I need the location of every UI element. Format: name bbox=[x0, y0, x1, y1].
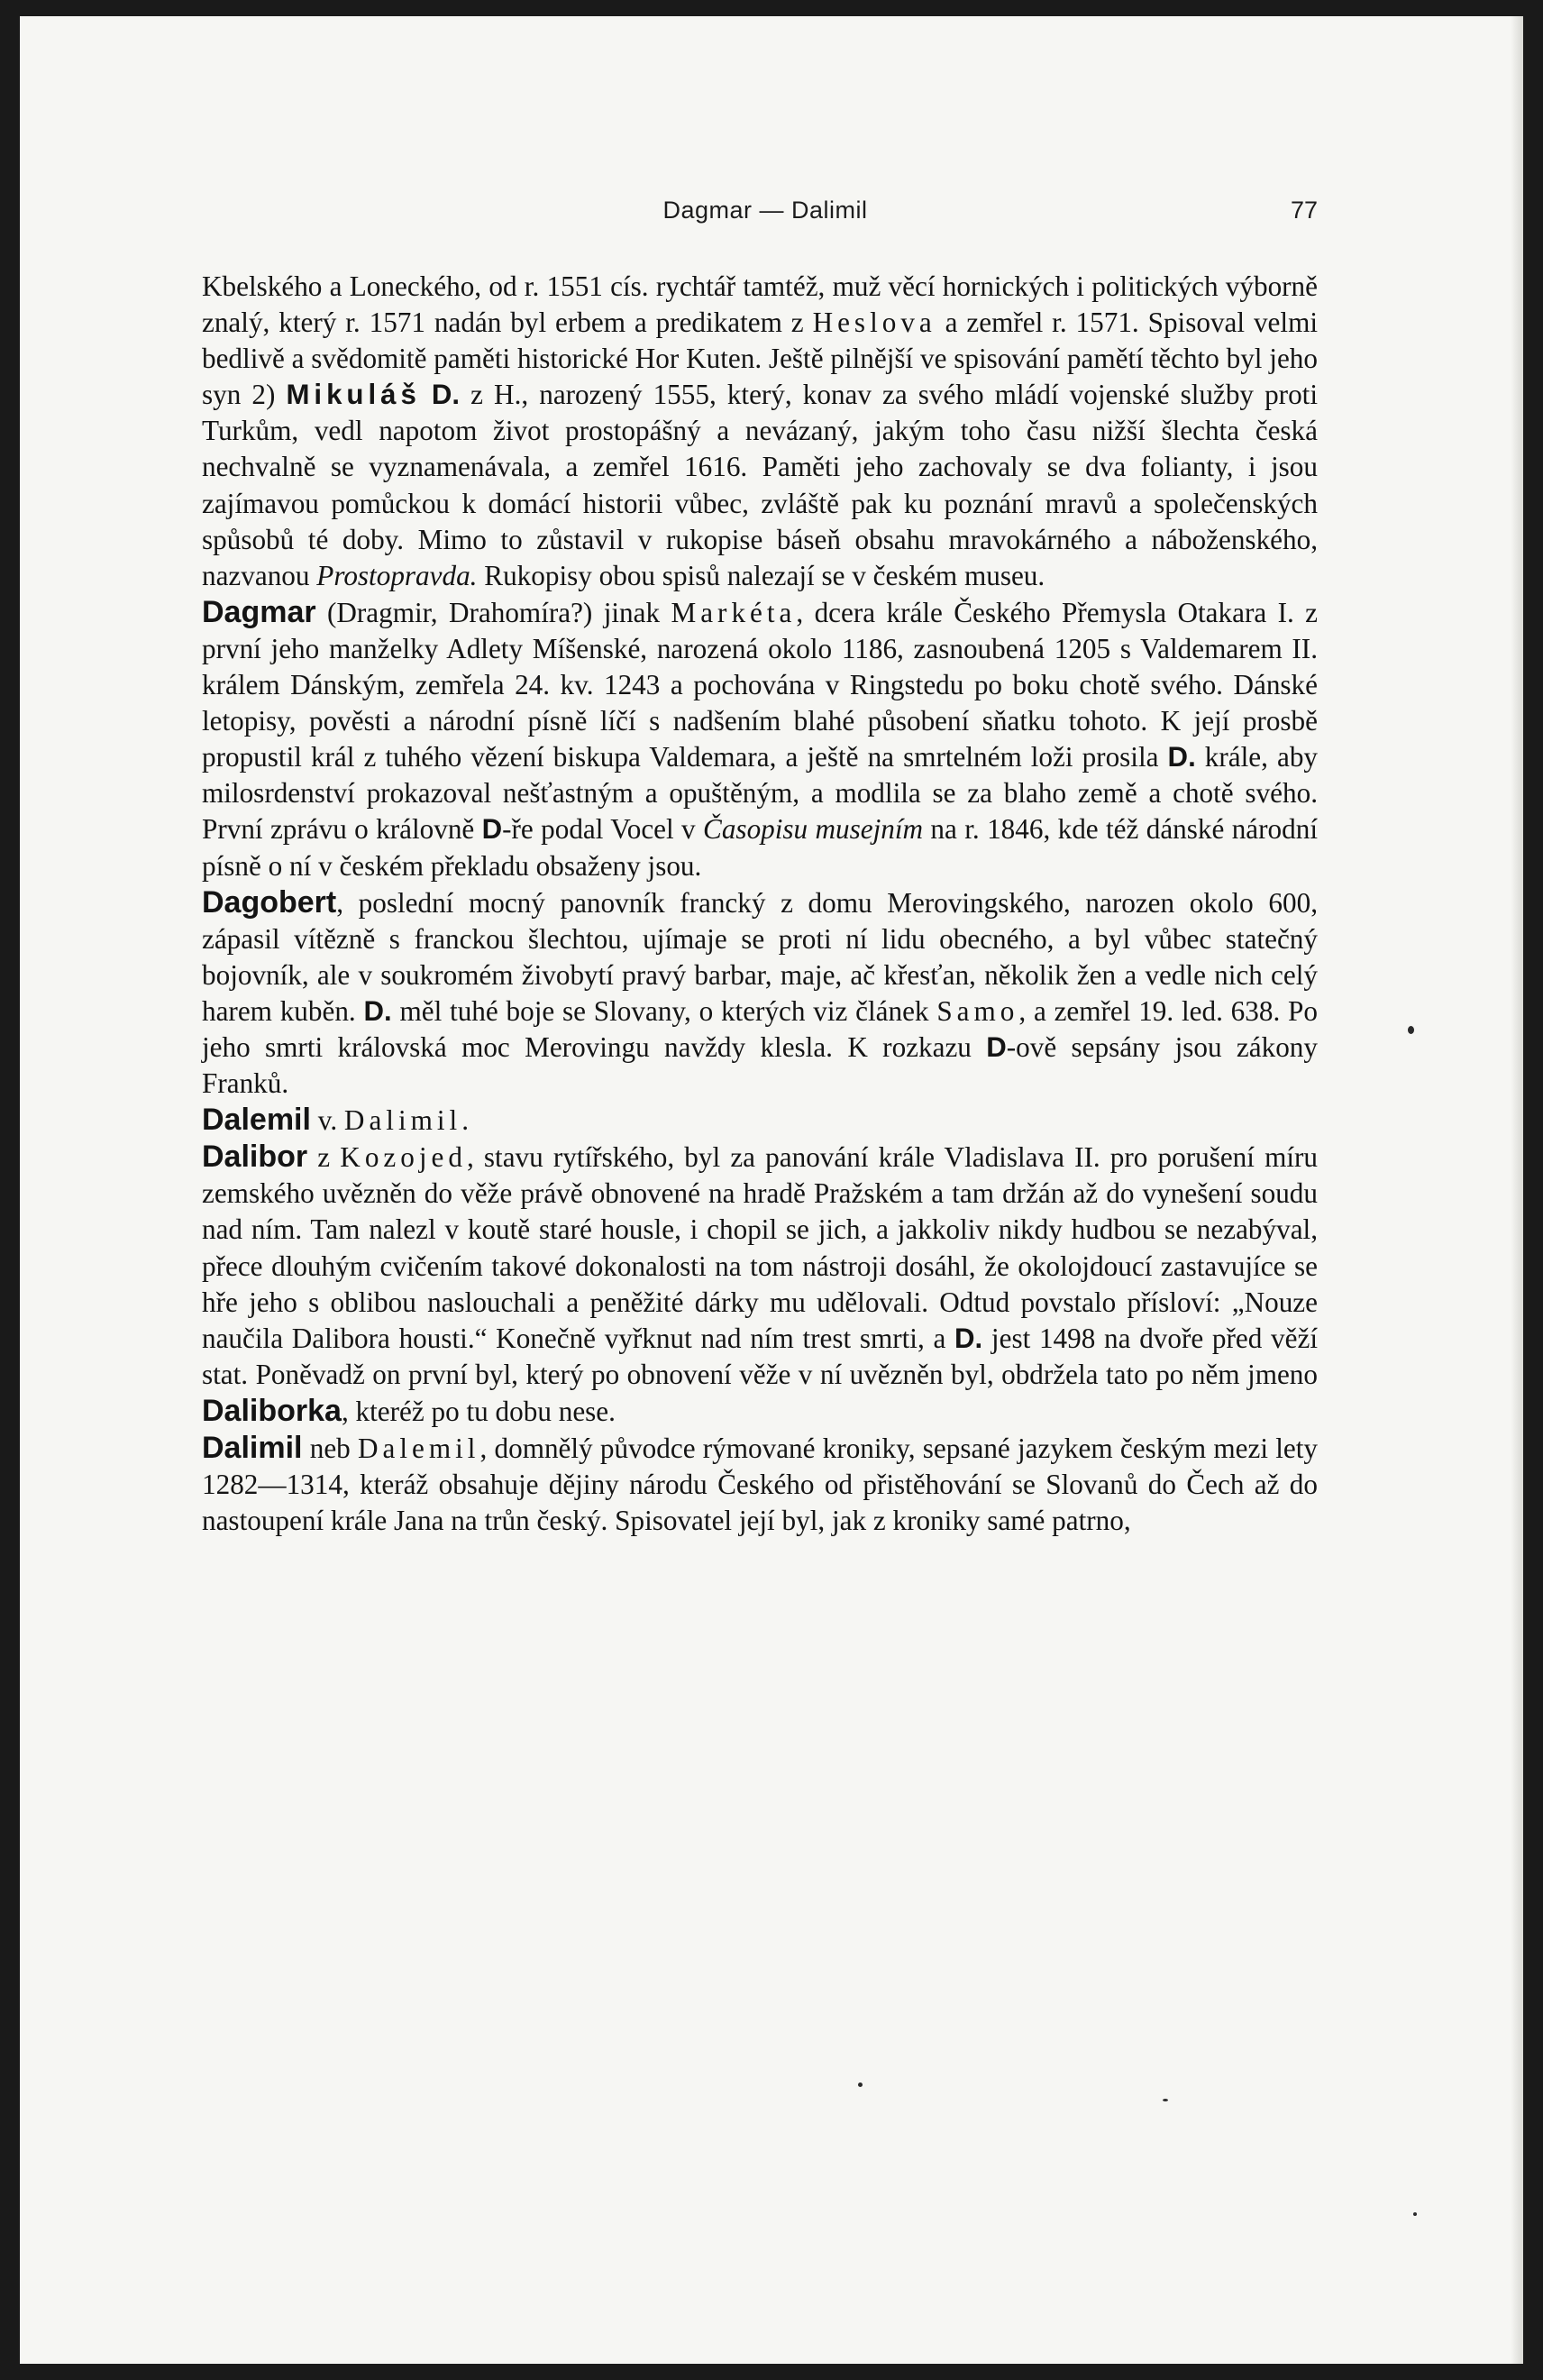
headword-dalimil: Dalimil bbox=[202, 1431, 303, 1465]
text-run: (Dragmir, Drahomíra?) jinak bbox=[315, 596, 671, 628]
headword-dagmar: Dagmar bbox=[202, 594, 316, 629]
spaced-name-mikulas: Mikuláš bbox=[286, 379, 421, 411]
text-run bbox=[421, 379, 432, 410]
abbrev-d: D. bbox=[431, 379, 461, 411]
text-run: Rukopisy obou spisů nalezají se v českém museu. bbox=[477, 559, 1045, 591]
entry-dagmar bbox=[202, 594, 1318, 884]
text-run: jest 1498 na dvoře před věží stat. Poněvadž on první byl, který po obnovení věže v ní uvězněn byl, obdržela tato po něm jmeno bbox=[202, 1322, 1318, 1390]
headword-dalibor: Dalibor bbox=[202, 1140, 308, 1175]
text-run: , stavu rytířského, byl za panování krále Vladislava II. pro porušení míru zemského uvězněn do věže právě obnovené na hradě Pražském a tam držán až do vynešení soudu nad ním. Tam nalezl v koutě staré housle, i chopil se jich, a jakkoliv nikdy hudbou se nezabýval, přece dlouhým cvičením takové dokonalosti na tom nástroji dosáhl, že okolojdoucí zastavujíce se hře jeho s oblibou naslouchali a peněžité dárky mu udělovali. Odtud povstalo přísloví: „Nouze naučila Dalibora housti.“ Konečně vyřknut nad ním trest smrti, a bbox=[202, 1141, 1319, 1354]
spaced-name-heslova: Heslova bbox=[812, 307, 936, 339]
entry-dalimil bbox=[202, 1430, 1318, 1539]
abbrev-d: D. bbox=[1167, 741, 1196, 774]
page-body bbox=[202, 269, 1318, 1539]
spaced-name-dalemil: Dalemil bbox=[358, 1433, 480, 1464]
entry-dalemil bbox=[202, 1102, 1318, 1139]
text-run: v. bbox=[310, 1104, 344, 1137]
page-number: 77 bbox=[1290, 197, 1318, 224]
book-page bbox=[20, 16, 1523, 2364]
margin-speck bbox=[1413, 2212, 1417, 2216]
text-run: -ově sepsány jsou zákony Franků. bbox=[202, 1030, 1318, 1100]
cross-reference-dalimil: Dalimil bbox=[343, 1104, 462, 1137]
running-header bbox=[213, 197, 1318, 233]
text-run: , poslední mocný panovník francký z domu Merovingského, narozen okolo 600, zápasil vítězně s franckou šlechtou, ujímaje se proti ní lidu obecného, a byl vůbec statečný bojovník, ale v soukromém živobytí pravý barbar, maje, ač křesťan, několik žen a vedle nich celý harem kuběn. bbox=[202, 886, 1318, 1027]
abbrev-d: D. bbox=[363, 994, 392, 1027]
spaced-name-samo: Samo bbox=[936, 994, 1019, 1027]
text-run: . bbox=[461, 1104, 470, 1137]
running-header-title: Dagmar — Dalimil bbox=[662, 197, 868, 224]
text-run: , kteréž po tu dobu nese. bbox=[341, 1395, 616, 1427]
text-run: , a zemřel 19. led. 638. Po jeho smrti královská moc Merovingu navždy klesla. K rozkazu bbox=[202, 994, 1318, 1063]
headword-dalemil: Dalemil bbox=[202, 1103, 311, 1138]
continuation-paragraph bbox=[202, 269, 1318, 594]
headword-dagobert: Dagobert bbox=[202, 884, 337, 920]
text-run: , dcera krále Českého Přemysla Otakara I. z první jeho manželky Adlety Míšenské, narozená okolo 1186, zasnoubená 1205 s Valdemarem II. králem Dánským, zemřela 24. kv. 1243 a pochována v Ringstedu po boku chotě svého. Dánské letopisy, pověsti a národní písně líčí s nadšením blahé působení sňatku tohoto. K její prosbě propustil král z tuhého vězení biskupa Valdemara, a ještě na smrtelném loži prosila bbox=[202, 596, 1319, 774]
text-run: měl tuhé boje se Slovany, o kterých viz článek bbox=[391, 994, 937, 1027]
text-run: -ře podal Vocel v bbox=[502, 813, 704, 846]
spaced-name-kozojed: Kozojed bbox=[340, 1141, 467, 1174]
title-prostopravda: Prostopravda. bbox=[316, 559, 478, 591]
margin-speck bbox=[1163, 2099, 1168, 2101]
text-run: na r. 1846, kde též dánské národní písně o ní v českém překladu obsaženy jsou. bbox=[202, 813, 1318, 882]
text-run: neb bbox=[302, 1433, 358, 1464]
text-run: z H., narozený 1555, který, konav za svého mládí vojenské služby proti Turkům, vedl napotom život prostopášný a nevázaný, jakým toho času nižší šlechta česká nechvalně se vyznamenávala, a zemřel 1616. Paměti jeho zachovaly se dva folianty, i jsou zajímavou pomůckou k domácí historii vůbec, zvláště pak ku poznání mravů a společenských spůsobů té doby. Mimo to zůstavil v rukopise báseň obsahu mravokárného a náboženského, nazvanou bbox=[202, 379, 1318, 591]
text-run: a zemřel r. 1571. Spisoval velmi bedlivě a svědomitě paměti historické Hor Kuten. Ještě pilnější ve spisování pamětí těchto byl jeho syn 2) bbox=[202, 307, 1318, 411]
margin-speck bbox=[858, 2082, 863, 2087]
text-run: z bbox=[307, 1141, 341, 1174]
title-casopis: Časopisu musejním bbox=[703, 813, 924, 846]
abbrev-d: D. bbox=[954, 1322, 983, 1354]
margin-speck bbox=[1408, 1026, 1414, 1034]
text-run: , domnělý původce rýmované kroniky, sepsané jazykem českým mezi lety 1282—1314, kteráž obsahuje dějiny národu Českého od přistěhování se Slovanů do Čech až do nastoupení krále Jana na trůn český. Spisovatel její byl, jak z kroniky samé patrno, bbox=[202, 1433, 1318, 1537]
text-run: krále, aby milosrdenství prokazoval nešťastným a opuštěným, a modlila se za blaho země a chotě svého. První zprávu o královně bbox=[202, 741, 1319, 846]
abbrev-d: D bbox=[986, 1030, 1007, 1063]
abbrev-d: D bbox=[481, 813, 503, 846]
entry-dalibor bbox=[202, 1139, 1318, 1430]
page-edge-shadow bbox=[1511, 16, 1523, 2364]
text-run: Kbelského a Loneckého, od r. 1551 cís. rychtář tamtéž, muž věcí hornických i politických výborně znalý, který r. 1571 nadán byl erbem a predikatem z bbox=[202, 270, 1318, 339]
entry-dagobert bbox=[202, 884, 1318, 1103]
term-daliborka: Daliborka bbox=[202, 1393, 342, 1428]
spaced-name-marketa: Markéta bbox=[671, 596, 797, 628]
